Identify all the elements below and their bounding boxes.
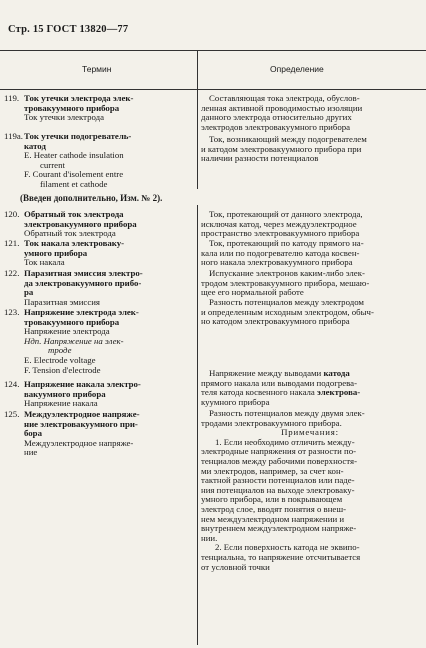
definition-line: внутреннем междуэлектродном напряже- xyxy=(201,523,357,534)
definition-119a xyxy=(201,135,419,164)
definition-line: тенциалов между рабочими поверхностя- xyxy=(201,455,358,466)
term-title: тровакуумного прибора xyxy=(24,316,120,327)
term-short: ние xyxy=(24,447,38,458)
definition-line: ния потенциалов на выходе электроваку- xyxy=(201,484,355,495)
term-title: Напряжение накала электро- xyxy=(24,379,141,389)
definition-fragment-bold: катода xyxy=(323,368,350,378)
definition-line: тенциальна, то напряжение отсчитывается xyxy=(201,551,361,562)
definition-125 xyxy=(201,409,419,572)
definition-line: тактной разности потенциалов или паде- xyxy=(201,475,355,486)
term-title: Ток накала электроваку- xyxy=(24,238,125,248)
term-title: Междуэлектродное напряже- xyxy=(24,409,140,419)
definition-line: Ток, протекающий по катоду прямого на- xyxy=(209,238,364,248)
table-top-rule xyxy=(0,50,426,51)
term-short: Напряжение накала xyxy=(24,398,98,409)
term-title: Паразитная эмиссия электро- xyxy=(24,268,143,278)
definition-line: но катодом электровакуумного прибора xyxy=(201,316,350,327)
term-title: тровакуумного прибора xyxy=(24,102,120,113)
definition-line: ного накала электровакуумного прибора xyxy=(201,257,353,268)
term-english: E. Heater cathode insulation xyxy=(24,150,124,161)
term-title: Ток утечки подогреватель- xyxy=(24,131,132,141)
definition-line: Разность потенциалов между электродом xyxy=(209,297,365,307)
term-french: filament et cathode xyxy=(40,178,108,189)
term-short: Напряжение электрода xyxy=(24,326,110,337)
column-divider-bottom xyxy=(197,205,198,645)
definition-line: куумного прибора xyxy=(201,396,270,407)
definition-line: Ток, возникающий между подогревателем xyxy=(209,134,367,144)
definition-121 xyxy=(201,239,419,268)
term-title: катод xyxy=(24,140,46,151)
definition-line: пространство электровакуумного прибора xyxy=(201,228,360,239)
term-120 xyxy=(4,210,197,239)
definition-line: данного электрода относительно других xyxy=(201,112,352,123)
term-french: F. Courant d'isolement entre xyxy=(24,169,124,180)
term-title: вакуумного прибора xyxy=(24,388,106,399)
term-short: Ток накала xyxy=(24,257,65,268)
term-123 xyxy=(4,308,197,375)
term-title: да электровакуумного прибо- xyxy=(24,277,142,288)
definition-119 xyxy=(201,94,419,132)
term-122 xyxy=(4,269,197,307)
definition-line: электродные напряжения от разности по- xyxy=(201,446,357,457)
definition-line: прямого накала или выводами подогрева- xyxy=(201,377,358,388)
term-deprecated: троде xyxy=(48,345,72,356)
definition-line: 2. Если поверхность катода не эквипо- xyxy=(215,542,360,553)
term-short: Паразитная эмиссия xyxy=(24,296,100,307)
definition-line: от условной точки xyxy=(201,561,270,572)
definition-122 xyxy=(201,269,419,298)
term-english: current xyxy=(40,159,65,170)
term-number: 119а. xyxy=(4,131,23,141)
definition-fragment-bold: электрова- xyxy=(317,387,361,398)
definition-line: Испускание электронов каким-либо элек- xyxy=(209,268,365,278)
definition-line: Разность потенциалов между двумя элек- xyxy=(209,408,365,418)
definition-line: ми электродов, например, за счет кон- xyxy=(201,465,344,476)
notes-title: Примечания: xyxy=(281,427,339,438)
term-title: Ток утечки электрода элек- xyxy=(24,93,134,103)
term-119 xyxy=(4,94,197,123)
definition-line: тродами электровакуумного прибора. xyxy=(201,417,342,428)
definition-line: электродов электровакуумного прибора xyxy=(201,121,351,132)
definition-line: Ток, протекающий от данного электрода, xyxy=(209,209,363,219)
term-short: Междуэлектродное напряже- xyxy=(24,437,134,448)
definition-123 xyxy=(201,298,419,327)
definition-line: исключая катод, через междуэлектродное xyxy=(201,218,357,229)
term-short: Ток утечки электрода xyxy=(24,112,105,123)
definition-line: щее его нормальной работе xyxy=(201,287,304,298)
definition-line: и определенным исходным электродом, обыч- xyxy=(201,306,374,317)
header-bottom-rule xyxy=(0,89,426,90)
definition-line: нии. xyxy=(201,532,218,543)
definition-line: и катодом электровакуумного прибора при xyxy=(201,143,362,154)
definition-fragment: теля катода косвенного накала xyxy=(201,387,315,398)
definition-line: ленная активной проводимостью изоляции xyxy=(201,102,363,113)
amendment-note: (Введен дополнительно, Изм. № 2). xyxy=(20,193,163,203)
term-english: E. Electrode voltage xyxy=(24,354,96,365)
term-title: Обратный ток электрода xyxy=(24,209,124,219)
page-header: Стр. 15 ГОСТ 13820—77 xyxy=(8,24,129,35)
term-124 xyxy=(4,380,197,409)
definition-line: наличии разности потенциалов xyxy=(201,153,319,164)
term-title: умного прибора xyxy=(24,247,88,258)
term-deprecated: Ндп. Напряжение на элек- xyxy=(24,335,124,346)
term-number: 125. xyxy=(4,409,20,419)
definition-line: 1. Если необходимо отличить между- xyxy=(215,436,355,447)
definition-line: умного прибора, или в покрывающем xyxy=(201,494,343,505)
definition-line: Составляющая тока электрода, обуслов- xyxy=(209,93,360,103)
term-short: Обратный ток электрода xyxy=(24,228,116,239)
definition-120 xyxy=(201,210,419,239)
term-title: ра xyxy=(24,287,34,298)
term-number: 123. xyxy=(4,307,20,317)
term-title: электровакуумного прибора xyxy=(24,218,137,229)
term-number: 121. xyxy=(4,238,20,248)
definition-124 xyxy=(201,369,419,407)
term-french: F. Tension d'electrode xyxy=(24,364,101,375)
column-header-definition: Определение xyxy=(270,64,324,74)
term-title: Напряжение электрода элек- xyxy=(24,307,139,317)
term-title: ние электровакуумного при- xyxy=(24,418,138,429)
term-number: 122. xyxy=(4,268,20,278)
term-number: 124. xyxy=(4,379,20,389)
definition-line: нем междуэлектродном напряжении и xyxy=(201,513,345,524)
term-119a xyxy=(4,132,197,190)
definition-line: кала или по подогревателю катода косвен- xyxy=(201,247,360,258)
column-header-term: Термин xyxy=(82,64,112,74)
term-121 xyxy=(4,239,197,268)
term-title: бора xyxy=(24,428,42,439)
term-number: 119. xyxy=(4,93,20,103)
column-divider-header xyxy=(197,50,198,89)
definition-line: электрод слое, вводят понятия о внеш- xyxy=(201,503,347,514)
column-divider-top xyxy=(197,89,198,189)
definition-line: тродом электровакуумного прибора, мешаю- xyxy=(201,277,370,288)
term-125 xyxy=(4,410,197,458)
definition-fragment: Напряжение между выводами xyxy=(209,368,322,378)
term-number: 120. xyxy=(4,209,20,219)
